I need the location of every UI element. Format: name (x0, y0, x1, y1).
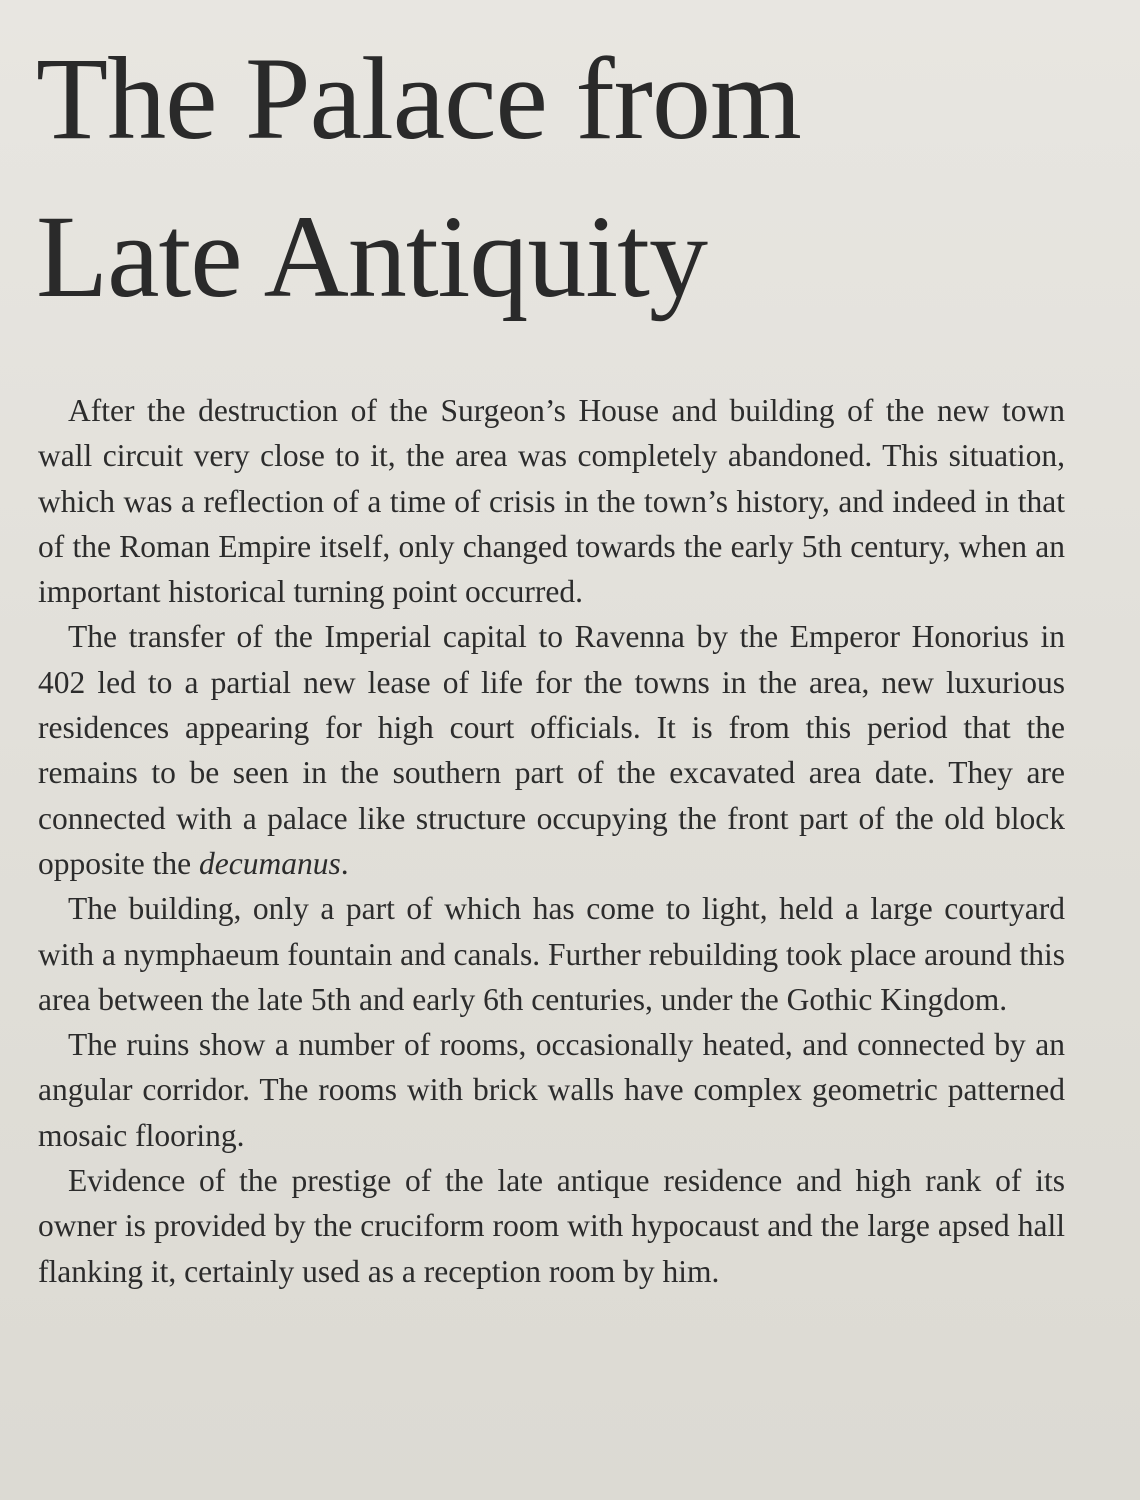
paragraph-5: Evidence of the prestige of the late antique residence and high rank of its owner is provided by the cruciform room with hypocaust and the large apsed hall flanking it, certainly used as a reception room by him. (38, 1163, 1065, 1289)
title-line-2: Late Antiquity (36, 191, 707, 322)
body-text (38, 388, 1065, 1294)
paragraph-3: The building, only a part of which has come to light, held a large courtyard with a nymphaeum fountain and canals. Further rebuilding took place around this area between the late 5th and early 6th centuries, under the Gothic Kingdom. (38, 891, 1065, 1017)
page-title (36, 20, 1116, 336)
paragraph-1: After the destruction of the Surgeon’s House and building of the new town wall circuit very close to it, the area was completely abandoned. This situation, which was a reflection of a time of crisis in the town’s history, and indeed in that of the Roman Empire itself, only changed towards the early 5th century, when an important historical turning point occurred. (38, 393, 1065, 610)
paragraph-2-text: The transfer of the Imperial capital to Ravenna by the Emperor Honorius in 402 led to a partial new lease of life for the towns in the area, new luxurious residences appearing for high court officials. It is from this period that the remains to be seen in the southern part of the excavated area date. They are connected with a palace like structure occupying the front part of the old block opposite the (38, 619, 1065, 881)
paragraph-2-end: . (340, 845, 349, 881)
paragraph-2 (38, 614, 1065, 886)
title-line-1: The Palace from (36, 33, 801, 164)
paragraph-4: The ruins show a number of rooms, occasionally heated, and connected by an angular corridor. The rooms with brick walls have complex geometric patterned mosaic flooring. (38, 1027, 1065, 1153)
decumanus-term: decumanus (198, 845, 341, 881)
